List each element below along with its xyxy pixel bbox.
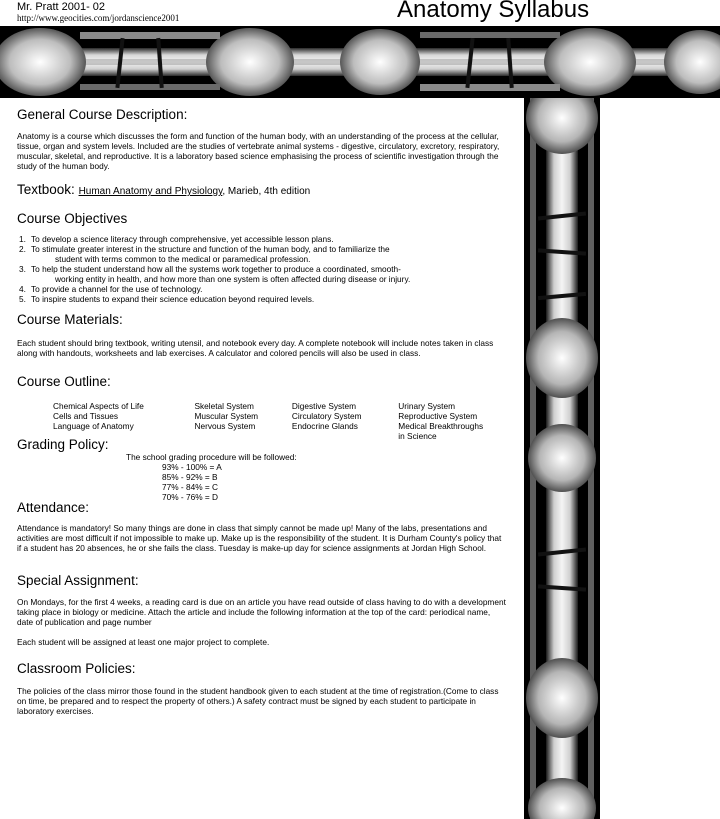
objectives-list	[17, 234, 507, 304]
attendance-text: Attendance is mandatory! So many things are done in class that simply cannot be made up! Many of the labs, presentations and activities are most difficult if not impossible to make up. Make up is the responsibility of the student. It is Durham County's policy that if a student has 20 absences, he or she fails the class. Tuesday is make-up day for science assignments at Jordan High School.	[17, 523, 502, 553]
objective-number: 3.	[19, 264, 26, 274]
xray-sidebar-image	[524, 98, 600, 819]
attendance-heading: Attendance:	[17, 500, 90, 515]
objectives-heading: Course Objectives	[17, 211, 128, 226]
grade-row: 77% - 84% = C	[162, 482, 219, 492]
objective-text-cont: student with terms common to the medical or paramedical profession.	[55, 254, 311, 264]
objective-text: To help the student understand how all the systems work together to produce a coordinated, smooth-	[31, 264, 401, 274]
objective-number: 5.	[19, 294, 26, 304]
page-title: Anatomy Syllabus	[397, 0, 590, 23]
section-outline	[17, 374, 507, 441]
special-text: On Mondays, for the first 4 weeks, a reading card is due on an article you have read outside of class having to do with a development taking place in biology or medicine. Attach the article and include the following information at the top of the card: periodical name, date of publication and page number	[17, 597, 506, 627]
outline-item: Nervous System	[194, 421, 256, 431]
special-heading: Special Assignment:	[17, 573, 139, 588]
grade-row: 93% - 100% = A	[162, 462, 222, 472]
materials-heading: Course Materials:	[17, 312, 123, 327]
description-heading: General Course Description:	[17, 107, 188, 122]
outline-column	[398, 401, 507, 441]
outline-column	[53, 401, 194, 441]
objective-item	[17, 294, 507, 304]
special-text-2: Each student will be assigned at least one major project to complete.	[17, 637, 270, 647]
objective-text: To develop a science literacy through comprehensive, yet accessible lesson plans.	[31, 234, 334, 244]
textbook-details: , Marieb, 4th edition	[222, 186, 311, 197]
objective-number: 2.	[19, 244, 26, 254]
section-special-assignment	[17, 573, 507, 647]
grading-heading: Grading Policy:	[17, 437, 109, 452]
objective-text: To stimulate greater interest in the structure and function of the human body, and to familiarize the	[31, 244, 390, 254]
section-attendance	[17, 500, 507, 553]
objective-text: To inspire students to expand their science education beyond required levels.	[31, 294, 315, 304]
objective-item	[17, 234, 507, 244]
textbook-line	[17, 182, 507, 200]
objective-item	[17, 264, 507, 284]
objective-text: To provide a channel for the use of technology.	[31, 284, 203, 294]
outline-table	[53, 401, 507, 441]
author-line: Mr. Pratt 2001- 02	[17, 1, 106, 13]
outline-column	[292, 401, 398, 441]
outline-heading: Course Outline:	[17, 374, 111, 389]
outline-item: Chemical Aspects of Life	[53, 401, 144, 411]
section-policies	[17, 661, 507, 716]
section-description	[17, 107, 507, 171]
outline-item: Language of Anatomy	[53, 421, 134, 431]
outline-item: Reproductive System	[398, 411, 478, 421]
xray-banner-image	[0, 26, 720, 98]
outline-item: Skeletal System	[194, 401, 254, 411]
grading-scale	[126, 462, 426, 502]
objective-number: 1.	[19, 234, 26, 244]
grade-row: 85% - 92% = B	[162, 472, 218, 482]
outline-item: in Science	[398, 431, 437, 441]
grade-row: 70% - 76% = D	[162, 492, 219, 502]
outline-item: Medical Breakthroughs	[398, 421, 484, 431]
outline-item: Endocrine Glands	[291, 421, 358, 431]
section-objectives	[17, 211, 507, 304]
outline-item: Cells and Tissues	[53, 411, 119, 421]
objective-item	[17, 284, 507, 294]
section-materials	[17, 312, 507, 358]
grading-intro: The school grading procedure will be followed:	[126, 452, 297, 462]
outline-item: Muscular System	[194, 411, 259, 421]
description-text: Anatomy is a course which discusses the form and function of the human body, with an understanding of the process at the cellular, tissue, organ and system levels. Included are the studies of vertebrate animal systems - digestive, circulatory, excretory, respiratory, muscular, skeletal, and reproductive. It is a laboratory based science emphasising the process of scientific investigation through the study of the human body.	[17, 131, 500, 171]
outline-item: Urinary System	[398, 401, 456, 411]
section-grading	[17, 437, 507, 453]
outline-item: Digestive System	[291, 401, 357, 411]
textbook-link[interactable]: Human Anatomy and Physiology	[78, 186, 223, 197]
policies-heading: Classroom Policies:	[17, 661, 136, 676]
outline-column	[194, 401, 291, 441]
grading-body	[126, 452, 426, 502]
materials-text: Each student should bring textbook, writing utensil, and notebook every day. A complete notebook will include notes taken in class along with handouts, worksheets and lab exercises. A calculator and colored pencils will also be used in class.	[17, 338, 494, 358]
site-url: http://www.geocities.com/jordanscience2001	[17, 13, 180, 23]
outline-item: Circulatory System	[291, 411, 362, 421]
policies-text: The policies of the class mirror those found in the student handbook given to each student at the time of registration.(Come to class on time, be prepared and to respect the property of others.) A safety contract must be signed by each student to participate in laboratory exercises.	[17, 686, 499, 716]
textbook-label: Textbook:	[17, 182, 75, 197]
objective-text-cont: working entity in health, and how more than one system is often affected during disease or injury.	[55, 274, 411, 284]
objective-item	[17, 244, 507, 264]
objective-number: 4.	[19, 284, 26, 294]
